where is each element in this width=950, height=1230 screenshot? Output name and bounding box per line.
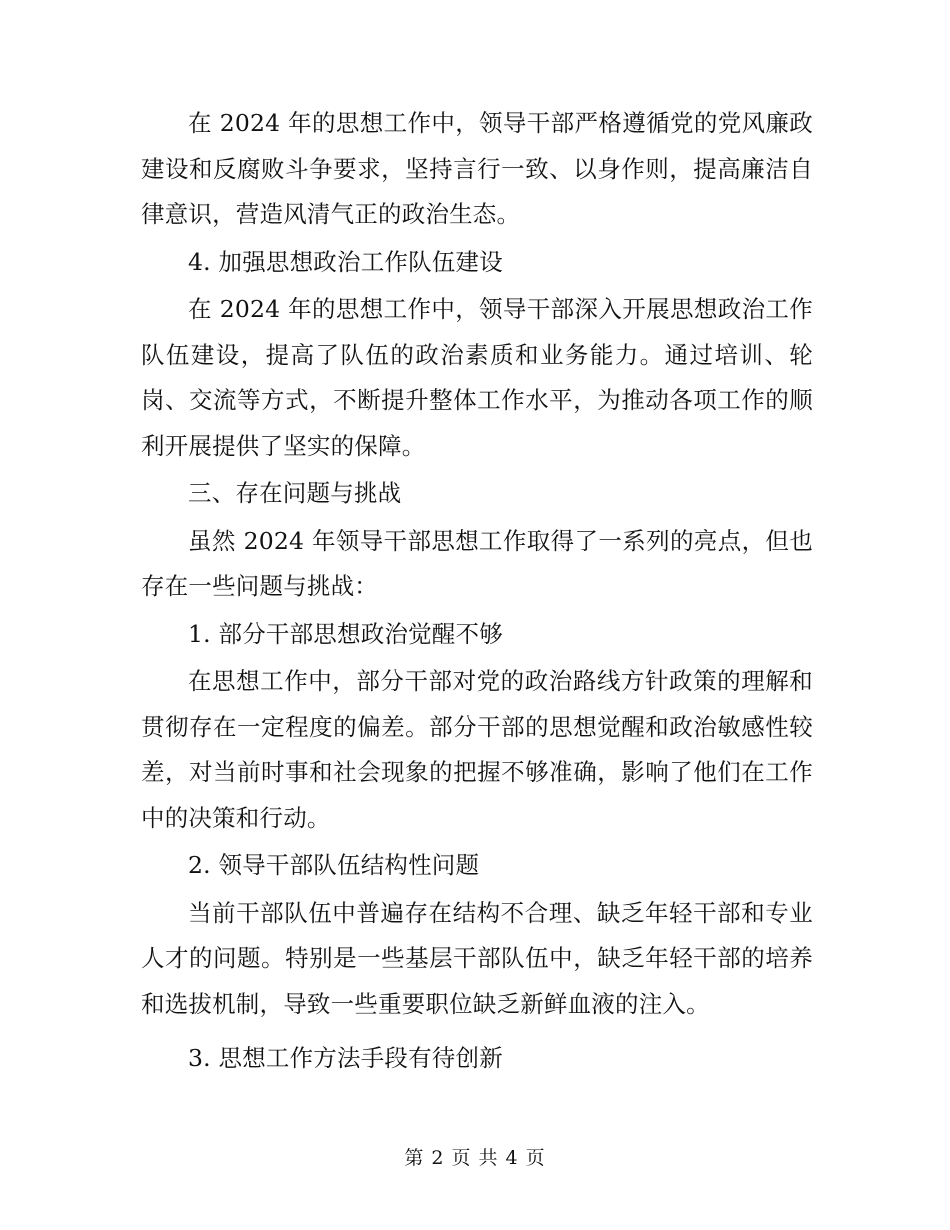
document-body — [141, 101, 813, 1082]
page-number-footer: 第 2 页 共 4 页 — [404, 1147, 546, 1169]
paragraph-problems-intro: 虽然 2024 年领导干部思想工作取得了一系列的亮点，但也存在一些问题与挑战： — [141, 526, 813, 600]
section-heading-2: 2. 领导干部队伍结构性问题 — [188, 851, 480, 879]
section-heading-1: 1. 部分干部思想政治觉醒不够 — [188, 619, 503, 648]
paragraph-structure: 当前干部队伍中普遍存在结构不合理、缺乏年轻干部和专业人才的问题。特别是一些基层干部队伍中，缺乏年轻干部的培养和选拔机制，导致一些重要职位缺乏新鲜血液的注入。 — [141, 898, 813, 1018]
section-heading-problems: 三、存在问题与挑战 — [188, 479, 402, 507]
paragraph-awareness: 在思想工作中，部分干部对党的政治路线方针政策的理解和贯彻存在一定程度的偏差。部分干部的思想觉醒和政治敏感性较差，对当前时事和社会现象的把握不够准确，影响了他们在工作中的决策和行动。 — [141, 667, 813, 832]
paragraph-integrity: 在 2024 年的思想工作中，领导干部严格遵循党的党风廉政建设和反腐败斗争要求，坚持言行一致、以身作则，提高廉洁自律意识，营造风清气正的政治生态。 — [141, 109, 813, 228]
section-heading-3: 3. 思想工作方法手段有待创新 — [188, 1044, 503, 1072]
section-heading-4: 4. 加强思想政治工作队伍建设 — [188, 247, 503, 276]
paragraph-team-building: 在 2024 年的思想工作中，领导干部深入开展思想政治工作队伍建设，提高了队伍的政治素质和业务能力。通过培训、轮岗、交流等方式，不断提升整体工作水平，为推动各项工作的顺利开展提供了坚实的保障。 — [141, 295, 813, 460]
